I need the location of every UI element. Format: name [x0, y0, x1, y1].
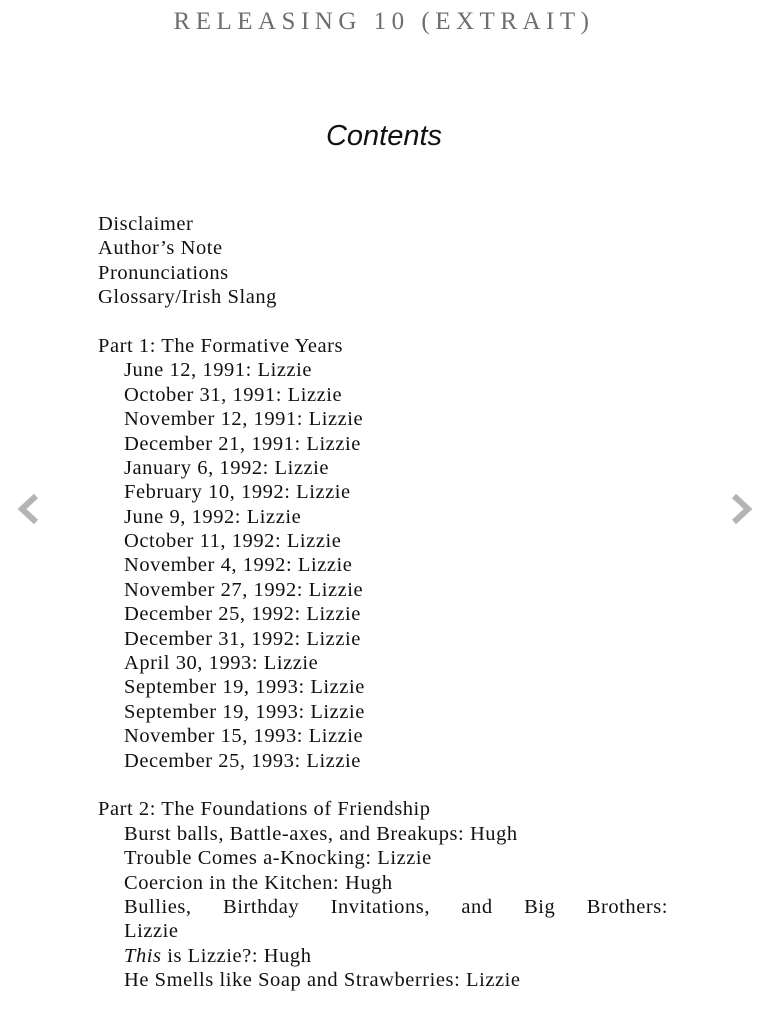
toc-chapter[interactable]: Burst balls, Battle-axes, and Breakups: Hugh	[124, 822, 518, 845]
toc-chapter[interactable]: June 9, 1992: Lizzie	[124, 505, 302, 528]
wrapped-chapter-continuation: Lizzie	[124, 920, 179, 943]
chevron-left-icon	[14, 492, 44, 526]
chapter-rest: is Lizzie?: Hugh	[161, 944, 312, 967]
contents-heading: Contents	[325, 120, 443, 152]
toc-chapter[interactable]: September 19, 1993: Lizzie	[124, 676, 365, 699]
word: Bullies,	[124, 895, 192, 918]
table-of-contents	[98, 212, 678, 993]
toc-chapter[interactable]: December 31, 1992: Lizzie	[124, 627, 361, 650]
toc-chapter[interactable]: He Smells like Soap and Strawberries: Lizzie	[124, 969, 521, 992]
toc-chapter[interactable]: October 11, 1992: Lizzie	[124, 530, 342, 553]
part-1-section	[98, 334, 678, 773]
wrapped-chapter-first-line	[124, 895, 668, 919]
toc-chapter[interactable]: November 12, 1991: Lizzie	[124, 408, 364, 431]
part-2-section	[98, 797, 678, 992]
word: Big	[524, 895, 556, 918]
toc-chapter[interactable]: June 12, 1991: Lizzie	[124, 359, 313, 382]
toc-chapter[interactable]: Coercion in the Kitchen: Hugh	[124, 871, 393, 894]
toc-chapter-italic[interactable]	[98, 944, 678, 968]
toc-chapter[interactable]: January 6, 1992: Lizzie	[124, 456, 330, 479]
word: Invitations,	[330, 895, 430, 918]
chevron-right-icon	[726, 492, 756, 526]
toc-chapter[interactable]: February 10, 1992: Lizzie	[124, 481, 351, 504]
toc-chapter[interactable]: December 21, 1991: Lizzie	[124, 432, 361, 455]
part-1-title[interactable]: Part 1: The Formative Years	[98, 334, 344, 357]
book-running-header: RELEASING 10 (EXTRAIT)	[173, 8, 595, 35]
toc-chapter[interactable]: December 25, 1992: Lizzie	[124, 603, 361, 626]
toc-chapter[interactable]: November 4, 1992: Lizzie	[124, 554, 353, 577]
front-matter-list	[98, 212, 678, 310]
part-2-title[interactable]: Part 2: The Foundations of Friendship	[98, 798, 431, 821]
word: and	[461, 895, 493, 918]
word: Brothers:	[586, 895, 668, 918]
word: Birthday	[223, 895, 300, 918]
toc-chapter[interactable]: April 30, 1993: Lizzie	[124, 652, 319, 675]
toc-chapter[interactable]: November 15, 1993: Lizzie	[124, 725, 364, 748]
toc-entry-disclaimer[interactable]: Disclaimer	[98, 213, 194, 235]
toc-chapter[interactable]: September 19, 1993: Lizzie	[124, 700, 365, 723]
next-page-button[interactable]	[726, 492, 756, 526]
toc-chapter[interactable]: October 31, 1991: Lizzie	[124, 383, 343, 406]
italic-word: This	[124, 944, 162, 967]
toc-entry-authors-note[interactable]: Author’s Note	[98, 237, 223, 260]
toc-chapter[interactable]: Trouble Comes a-Knocking: Lizzie	[124, 847, 432, 870]
toc-chapter-wrapped[interactable]	[98, 895, 678, 944]
toc-entry-pronunciations[interactable]: Pronunciations	[98, 261, 229, 284]
toc-chapter[interactable]: December 25, 1993: Lizzie	[124, 749, 361, 772]
toc-chapter[interactable]: November 27, 1992: Lizzie	[124, 578, 364, 601]
toc-entry-glossary[interactable]: Glossary/Irish Slang	[98, 286, 277, 309]
previous-page-button[interactable]	[14, 492, 44, 526]
